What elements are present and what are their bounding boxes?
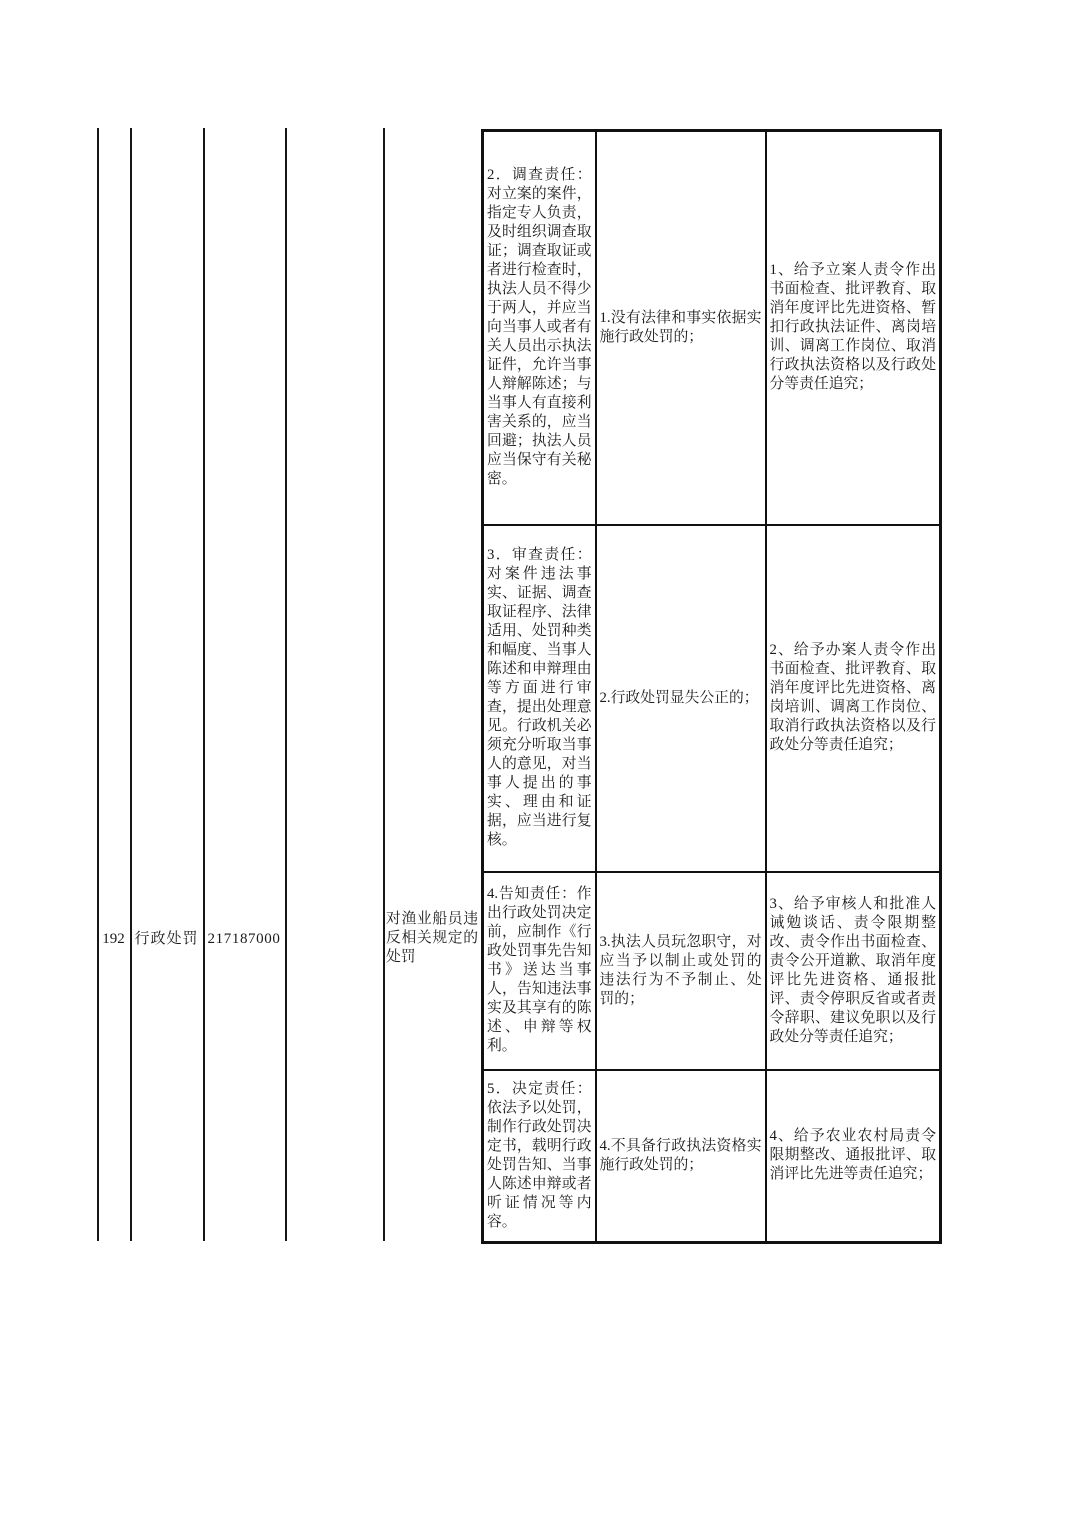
accountability-cell: 4、给予农业农村局责令限期整改、通报批评、取消评比先进等责任追究；: [766, 1070, 941, 1243]
table-row: [483, 131, 941, 525]
situation-cell: 3.执法人员玩忽职守，对应当予以制止或处罚的违法行为不予制止、处罚的；: [596, 872, 766, 1070]
situation-cell: 1.没有法律和事实依据实施行政处罚的；: [596, 131, 766, 525]
table-row: [483, 872, 941, 1070]
entry-seq-number: 192: [102, 931, 125, 947]
column-divider-line-1: [97, 128, 99, 1241]
table-row: [483, 1070, 941, 1243]
column-divider-line-2: [130, 128, 132, 1241]
situation-cell: 2.行政处罚显失公正的；: [596, 525, 766, 872]
table-row: [483, 525, 941, 872]
duty-cell: 3．审查责任：对案件违法事实、证据、调查取证程序、法律适用、处罚种类和幅度、当事人陈述和申辩理由等方面进行审查，提出处理意见。行政机关必须充分听取当事人的意见，对当事人提出的事实、理由和证据，应当进行复核。: [483, 525, 596, 872]
column-divider-line-3: [203, 128, 205, 1241]
accountability-cell: 2、给予办案人责令作出书面检查、批评教育、取消年度评比先进资格、离岗培训、调离工作岗位、取消行政执法资格以及行政处分等责任追究；: [766, 525, 941, 872]
entry-code: 217187000: [207, 931, 281, 947]
column-divider-line-5: [383, 128, 385, 1241]
duty-table: [481, 129, 942, 1244]
accountability-cell: 3、给予审核人和批准人诫勉谈话、责令限期整改、责令作出书面检查、责令公开道歉、取消年度评比先进资格、通报批评、责令停职反省或者责令辞职、建议免职以及行政处分等责任追究；: [766, 872, 941, 1070]
duty-cell: 4.告知责任：作出行政处罚决定前，应制作《行政处罚事先告知书》送达当事人，告知违法事实及其享有的陈述、申辩等权利。: [483, 872, 596, 1070]
duty-cell: 2．调查责任：对立案的案件，指定专人负责，及时组织调查取证；调查取证或者进行检查时，执法人员不得少于两人，并应当向当事人或者有关人员出示执法证件，允许当事人辩解陈述；与当事人有直接利害关系的，应当回避；执法人员应当保守有关秘密。: [483, 131, 596, 525]
column-divider-line-4: [285, 128, 287, 1241]
accountability-cell: 1、给予立案人责令作出书面检查、批评教育、取消年度评比先进资格、暂扣行政执法证件、离岗培训、调离工作岗位、取消行政执法资格以及行政处分等责任追究；: [766, 131, 941, 525]
duty-cell: 5．决定责任：依法予以处罚，制作行政处罚决定书，载明行政处罚告知、当事人陈述申辩或者听证情况等内容。: [483, 1070, 596, 1243]
entry-category: 行政处罚: [134, 931, 199, 947]
situation-cell: 4.不具备行政执法资格实施行政处罚的；: [596, 1070, 766, 1243]
entry-power-name: 对渔业船员违反相关规定的处罚: [386, 911, 478, 965]
